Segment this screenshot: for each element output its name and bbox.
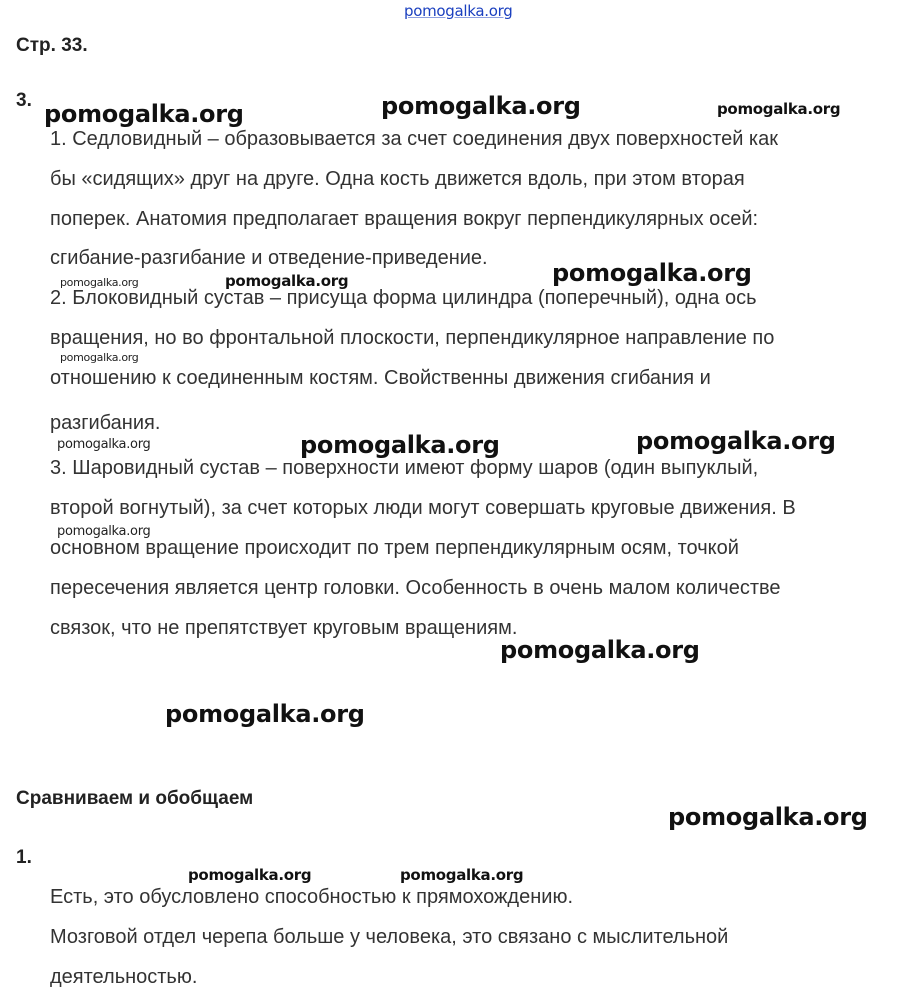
watermark: pomogalka.org bbox=[188, 866, 312, 884]
watermark: pomogalka.org bbox=[57, 437, 151, 452]
task3-line: 1. Седловидный – образовывается за счет соединения двух поверхностей как bbox=[50, 128, 778, 150]
watermark: pomogalka.org bbox=[57, 524, 151, 539]
watermark: pomogalka.org bbox=[381, 92, 581, 120]
watermark: pomogalka.org bbox=[60, 276, 139, 289]
watermark: pomogalka.org bbox=[400, 866, 524, 884]
task3-line: бы «сидящих» друг на друге. Одна кость движется вдоль, при этом вторая bbox=[50, 168, 745, 190]
section-title: Сравниваем и обобщаем bbox=[16, 788, 254, 809]
task3-line: 3. Шаровидный сустав – поверхности имеют форму шаров (один выпуклый, bbox=[50, 457, 759, 479]
task3-line: отношению к соединенным костям. Свойственны движения сгибания и bbox=[50, 367, 711, 389]
watermark: pomogalka.org bbox=[300, 431, 500, 459]
task3-line: 2. Блоковидный сустав – присуща форма цилиндра (поперечный), одна ось bbox=[50, 287, 757, 309]
watermark: pomogalka.org bbox=[668, 803, 868, 831]
watermark: pomogalka.org bbox=[44, 100, 244, 128]
watermark: pomogalka.org bbox=[60, 351, 139, 364]
watermark: pomogalka.org bbox=[165, 700, 365, 728]
watermark: pomogalka.org bbox=[636, 427, 836, 455]
task3-line: основном вращение происходит по трем перпендикулярным осям, точкой bbox=[50, 537, 739, 559]
watermark: pomogalka.org bbox=[717, 100, 841, 118]
task-number: 3. bbox=[16, 90, 32, 111]
task3-line: поперек. Анатомия предполагает вращения вокруг перпендикулярных осей: bbox=[50, 208, 759, 230]
task1-line: деятельностью. bbox=[50, 966, 198, 988]
task3-line: разгибания. bbox=[50, 412, 161, 434]
task3-line: вращения, но во фронтальной плоскости, перпендикулярное направление по bbox=[50, 327, 775, 349]
watermark: pomogalka.org bbox=[552, 259, 752, 287]
page-title: Стр. 33. bbox=[16, 35, 88, 56]
task3-line: сгибание-разгибание и отведение-приведение. bbox=[50, 247, 488, 269]
watermark-top[interactable]: pomogalka.org bbox=[404, 2, 513, 20]
task1-line: Есть, это обусловлено способностью к прямохождению. bbox=[50, 886, 573, 908]
task1-line: Мозговой отдел черепа больше у человека, это связано с мыслительной bbox=[50, 926, 729, 948]
watermark: pomogalka.org bbox=[500, 636, 700, 664]
task3-line: пересечения является центр головки. Особенность в очень малом количестве bbox=[50, 577, 781, 599]
task-number: 1. bbox=[16, 847, 32, 868]
task3-line: второй вогнутый), за счет которых люди могут совершать круговые движения. В bbox=[50, 497, 796, 519]
task3-line: связок, что не препятствует круговым вращениям. bbox=[50, 617, 518, 639]
watermark: pomogalka.org bbox=[225, 272, 349, 290]
